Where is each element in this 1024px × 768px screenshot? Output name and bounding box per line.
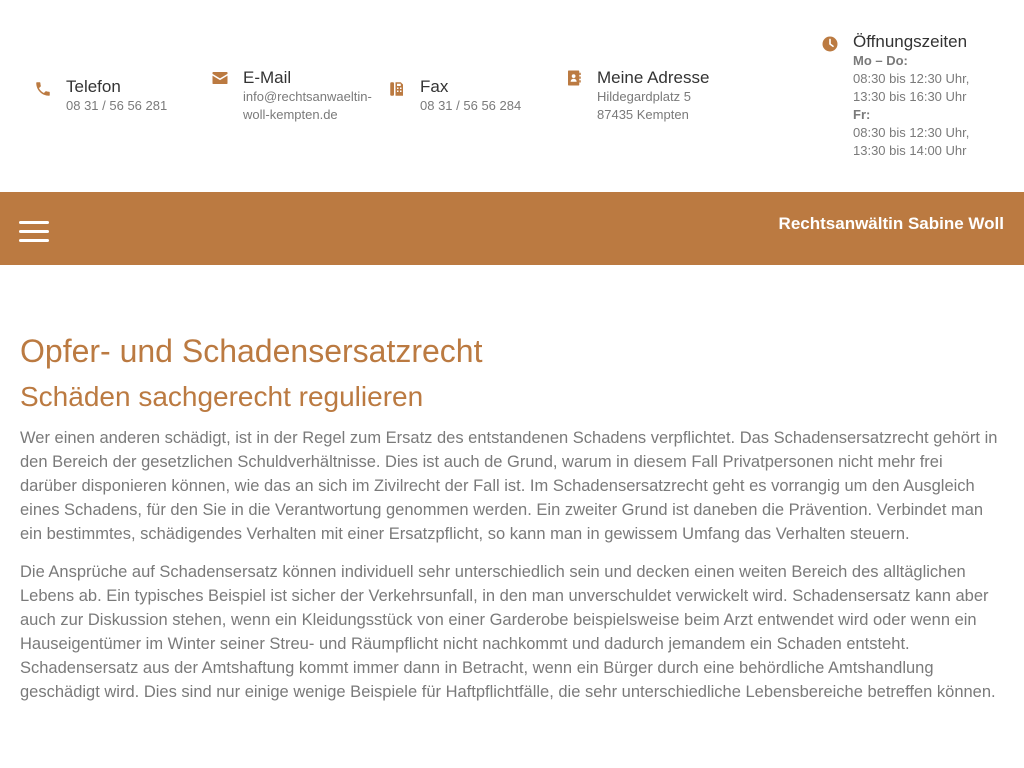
address-title: Meine Adresse [597,68,710,87]
hours-text [853,52,969,160]
hours-time-1b: 13:30 bis 16:30 Uhr [853,89,967,104]
clock-icon [821,35,839,53]
hours-day-fr: Fr: [853,107,871,122]
hours-time-1a: 08:30 bis 12:30 Uhr, [853,71,970,86]
fax-title: Fax [420,77,449,96]
site-brand[interactable]: Rechtsanwältin Sabine Woll [778,214,1004,233]
address-street: Hildegardplatz 5 [597,89,691,104]
contact-fax [388,77,521,115]
hamburger-menu-icon[interactable] [19,221,49,243]
email-line-1[interactable]: info@rechtsanwaeltin- [243,89,372,104]
fax-number: 08 31 / 56 56 284 [420,98,522,113]
email-line-2[interactable]: woll-kempten.de [243,107,338,122]
email-address[interactable] [243,88,372,124]
address-text [597,88,709,124]
contact-bar [0,0,1024,192]
paragraph-2: Die Ansprüche auf Schadensersatz können individuell sehr unterschiedlich sein und decken einen weiten Bereich des alltäglichen Lebens ab. Ein typisches Beispiel ist sicher der Verkehrsunfall, in den man unverschuldet verwickelt wird. Schadensersatz kann aber auch zur Diskussion stehen, wenn ein Kleidungsstück von einer Garderobe beispielsweise beim Arzt entwendet wird oder wenn ein Hauseigentümer im Winter seiner Streu- und Räumpflicht nicht nachkommt und dadurch jemandem ein Schaden entsteht. Schadensersatz aus der Amtshaftung kommt immer dann in Betracht, wenn ein Bürger durch eine behördliche Amtshandlung geschädigt wird. Dies sind nur einige wenige Beispiele für Haftpflichtfälle, die sehr unterschiedliche Lebensbereiche betreffen können. [20,563,996,701]
email-title: E-Mail [243,68,292,87]
hours-day-mo-do: Mo – Do: [853,53,908,68]
hours-time-2a: 08:30 bis 12:30 Uhr, [853,125,970,140]
envelope-icon [211,69,229,87]
fax-icon [388,80,406,98]
main-content [20,330,1004,718]
address-city: 87435 Kempten [597,107,689,122]
contact-hours [821,32,969,160]
phone-icon [34,80,52,98]
contact-address [565,68,709,124]
phone-number[interactable]: 08 31 / 56 56 281 [66,98,168,113]
hours-time-2b: 13:30 bis 14:00 Uhr [853,143,967,158]
hours-title: Öffnungszeiten [853,32,968,51]
paragraph-1: Wer einen anderen schädigt, ist in der Regel zum Ersatz des entstandenen Schadens verpflichtet. Das Schadensersatzrecht gehört in den Bereich der gesetzlichen Schuldverhältnisse. Dies ist auch de Grund, warum in diesem Fall Privatpersonen nicht mehr frei darüber disponieren können, wie das an sich im Zivilrecht der Fall ist. Im Schadensersatzrecht geht es vorrangig um den Ausgleich eines Schadens, für den Sie in die Verantwortung genommen werden. Ein zweiter Grund ist daneben die Prävention. Verbindet man ein bestimmtes, schädigendes Verhalten mit einer Ersatzpflicht, so kann man in gewissem Umfang das Verhalten steuern. [20,429,998,543]
contact-phone [34,77,167,115]
address-book-icon [565,69,583,87]
page-title: Opfer- und Schadensersatzrecht [20,333,483,369]
contact-email [211,68,372,124]
phone-title: Telefon [66,77,121,96]
page-subtitle: Schäden sachgerecht regulieren [20,381,424,412]
